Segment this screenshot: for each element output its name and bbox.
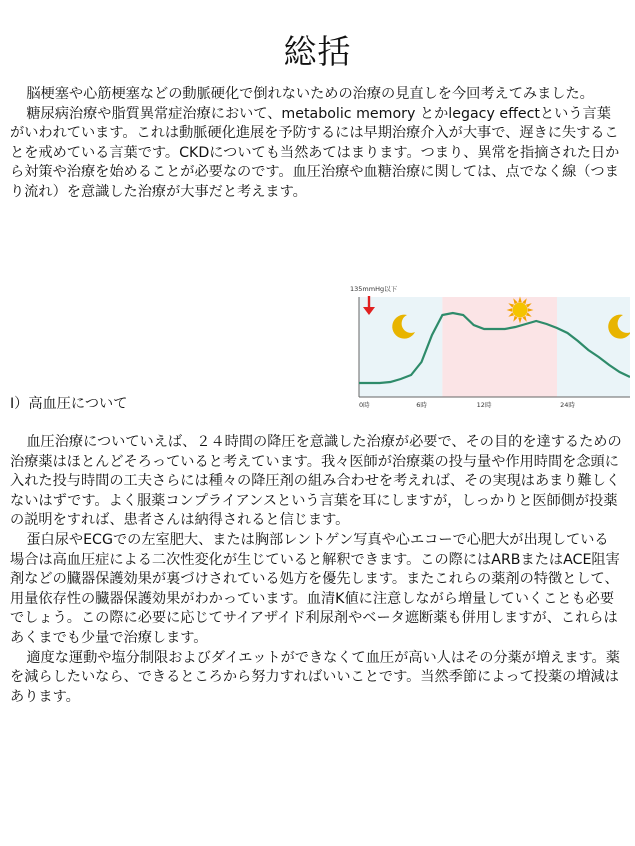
- chart-annotation: 135mmHg以下: [350, 285, 398, 293]
- intro-paragraph: 脳梗塞や心筋梗塞などの動脈硬化で倒れないための治療の見直しを今回考えてみました。: [26, 86, 594, 102]
- section-paragraph: 血圧治療についていえば、２４時間の降圧を意識した治療が必要で、その目的を達するための治療薬はほとんどそろっていると考えています。我々医師が治療薬の投与量や作用時間を念頭に入れた投与時間の工夫さらには種々の降圧剤の組み合わせを考えれば、その実現はあまり難しくないはずです。よく服薬コンプライアンスという言葉を耳にしますが，しっかりと医師側が投薬の説明をすれば、患者さんは納得されると信じます。: [10, 434, 622, 529]
- section-paragraph: 適度な運動や塩分制限およびダイエットができなくて血圧が高い人はその分薬が増えます。薬を減らしたいなら、できるところから努力すればいいことです。当然季節によって投薬の増減はあります。: [10, 649, 620, 705]
- chart-regions: [359, 297, 630, 397]
- x-tick-label: 12時: [476, 401, 492, 409]
- page-title: 総括: [283, 32, 352, 72]
- x-tick-label: 0時: [359, 401, 370, 409]
- x-tick-label: 24時: [560, 401, 575, 409]
- x-ticks: [359, 400, 575, 409]
- section-heading: Ⅰ）高血圧について: [10, 396, 128, 412]
- section-body: [10, 433, 622, 707]
- x-tick-label: 6時: [416, 401, 427, 409]
- intro-paragraph: 糖尿病治療や脂質異常症治療において、metabolic memory とかlegacy effectという言葉がいわれています。これは動脈硬化進展を予防するには早期治療介入が大事で、遅きに失することを戒めている言葉です。CKDについても当然あてはまります。つまり、異常を指摘された日から対策や治療を始めることが必要なのです。血圧治療や血糖治療に関しては、点でなく線（つまり流れ）を意識した治療が大事だと考えます。: [10, 105, 620, 200]
- chart-region-day: [442, 297, 557, 397]
- chart-region-night: [557, 297, 630, 397]
- bp-24h-chart: [348, 283, 630, 413]
- intro-text: [10, 85, 622, 203]
- section-paragraph: 蛋白尿やECGでの左室肥大、または胸部レントゲン写真や心エコーで心肥大が出現している場合は高血圧症による二次性変化が生じていると解釈できます。この際にはARBまたはACE阻害剤などの臓器保護効果が裏づけされている処方を優先します。またこれらの薬剤の特徴として、用量依存性の臓器保護効果がわかっています。血清K値に注意しながら増量していくことも必要でしょう。この際に必要に応じてサイアザイド利尿剤やベータ遮断薬も併用しますが、これらはあくまでも少量で治療します。: [10, 531, 620, 646]
